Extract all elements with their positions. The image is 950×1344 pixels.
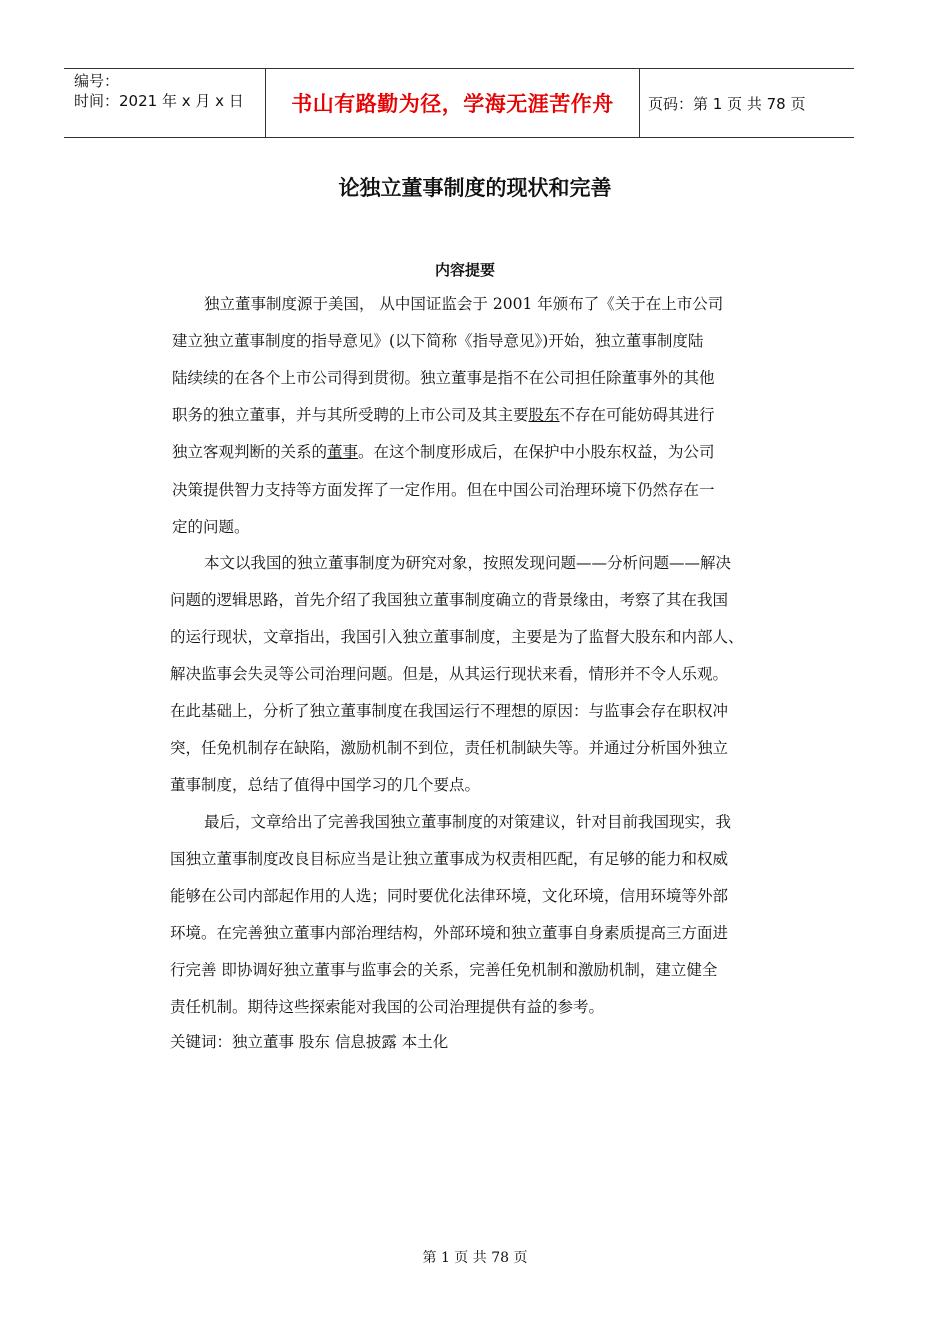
paragraph-3-line-5: 行完善 即协调好独立董事与监事会的关系，完善任免机制和激励机制，建立健全: [170, 961, 718, 979]
header-left-cell: [64, 69, 266, 137]
paragraph-1-line-1: 独立董事制度源于美国， 从中国证监会于 2001 年颁布了《关于在上市公司: [204, 295, 724, 313]
document-number-label: 编号：: [74, 72, 120, 90]
paragraph-3-line-6: 责任机制。期待这些探索能对我国的公司治理提供有益的参考。: [170, 998, 605, 1016]
paragraph-1-line-4-text-b: 不存在可能妨碍其进行: [559, 406, 715, 424]
paragraph-2-line-1: 本文以我国的独立董事制度为研究对象，按照发现问题——分析问题——解决: [204, 554, 732, 572]
paragraph-2-line-4: 解决监事会失灵等公司治理问题。但是，从其运行现状来看，情形并不令人乐观。: [170, 665, 729, 683]
paragraph-2-line-7: 董事制度，总结了值得中国学习的几个要点。: [170, 776, 481, 794]
paragraph-1-line-5-text-b: 。在这个制度形成后，在保护中小股东权益，为公司: [358, 443, 715, 461]
header-motto: 书山有路勤为径，学海无涯苦作舟: [266, 69, 640, 137]
page-footer: 第 1 页 共 78 页: [422, 1250, 528, 1266]
paragraph-1-line-7: 定的问题。: [172, 518, 250, 536]
document-time-label: 时间：2021 年 x 月 x 日: [74, 92, 244, 110]
keywords-line: 关键词：独立董事 股东 信息披露 本土化: [170, 1033, 449, 1051]
paragraph-2-line-6: 突，任免机制存在缺陷，激励机制不到位，责任机制缺失等。并通过分析国外独立: [170, 739, 729, 757]
director-link[interactable]: 董事: [327, 443, 359, 461]
document-title: 论独立董事制度的现状和完善: [338, 176, 612, 200]
header-page-label: 页码：第 1 页 共 78 页: [648, 94, 806, 113]
paragraph-2-line-2: 问题的逻辑思路，首先介绍了我国独立董事制度确立的背景缘由，考察了其在我国: [170, 591, 729, 609]
shareholder-link[interactable]: 股东: [528, 406, 560, 424]
paragraph-3-line-3: 能够在公司内部起作用的人选；同时要优化法律环境，文化环境，信用环境等外部: [170, 887, 729, 905]
abstract-heading: 内容提要: [434, 261, 495, 279]
paragraph-3-line-2: 国独立董事制度改良目标应当是让独立董事成为权责相匹配，有足够的能力和权威: [170, 850, 729, 868]
paragraph-1-line-5-text-a: 独立客观判断的关系的: [172, 443, 328, 461]
paragraph-1-line-4-text-a: 职务的独立董事，并与其所受聘的上市公司及其主要: [172, 406, 529, 424]
paragraph-1-line-6: 决策提供智力支持等方面发挥了一定作用。但在中国公司治理环境下仍然存在一: [172, 481, 715, 499]
paragraph-1-line-2: 建立独立董事制度的指导意见》(以下简称《指导意见》)开始，独立董事制度陆: [172, 332, 704, 350]
paragraph-1-line-5: [172, 442, 715, 462]
paragraph-1-line-3: 陆续续的在各个上市公司得到贯彻。独立董事是指不在公司担任除董事外的其他: [172, 369, 715, 387]
paragraph-2-line-3: 的运行现状，文章指出，我国引入独立董事制度，主要是为了监督大股东和内部人、: [170, 628, 744, 646]
page-header: [64, 68, 854, 138]
paragraph-3-line-1: 最后，文章给出了完善我国独立董事制度的对策建议，针对目前我国现实，我: [204, 813, 732, 831]
paragraph-1-line-4: [172, 405, 715, 425]
paragraph-3-line-4: 环境。在完善独立董事内部治理结构，外部环境和独立董事自身素质提高三方面进: [170, 924, 729, 942]
paragraph-2-line-5: 在此基础上，分析了独立董事制度在我国运行不理想的原因：与监事会存在职权冲: [170, 702, 729, 720]
